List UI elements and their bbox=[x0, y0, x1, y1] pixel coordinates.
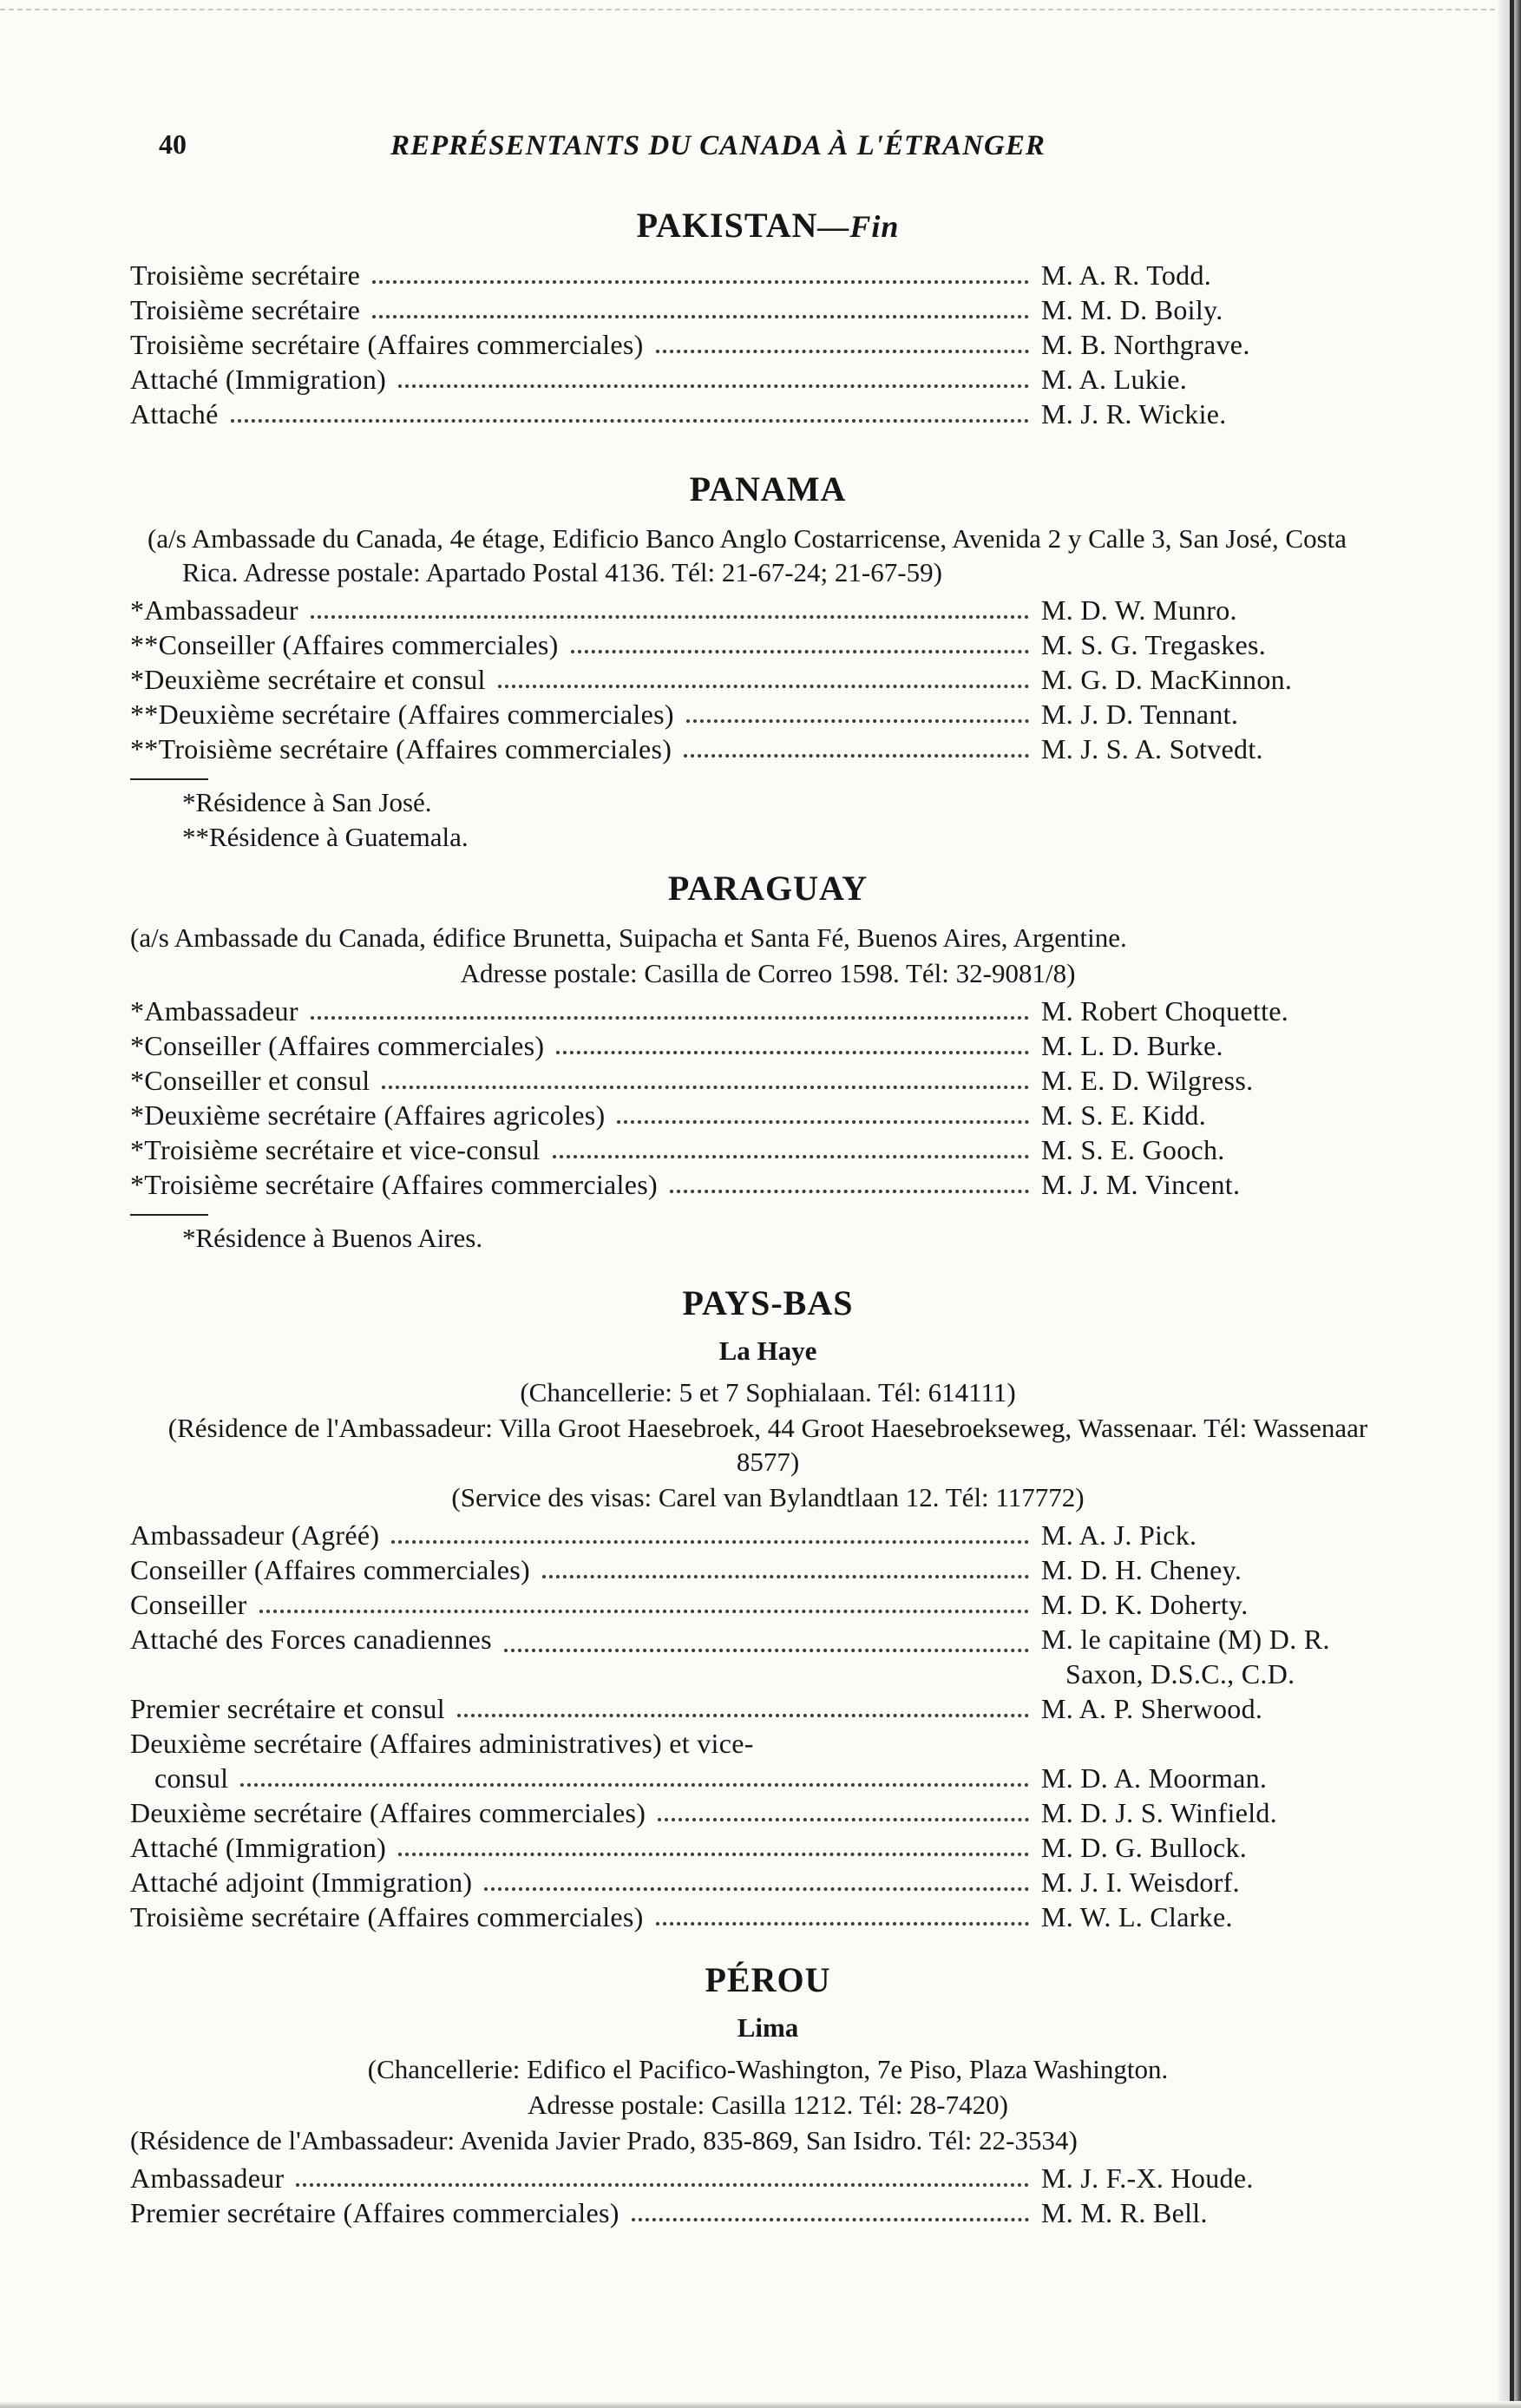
staff-name: M. D. W. Munro. bbox=[1041, 594, 1237, 626]
staff-row bbox=[130, 593, 1406, 627]
staff-name: M. A. J. Pick. bbox=[1041, 1519, 1197, 1551]
staff-name: M. W. L. Clarke. bbox=[1041, 1901, 1233, 1932]
staff-title: Premier secrétaire et consul bbox=[130, 1693, 445, 1724]
staff-name-line2: Saxon, D.S.C., C.D. bbox=[1065, 1658, 1295, 1690]
staff-name: M. D. K. Doherty. bbox=[1041, 1589, 1249, 1620]
staff-name: M. D. J. S. Winfield. bbox=[1041, 1797, 1277, 1828]
staff-name: M. E. D. Wilgress. bbox=[1041, 1065, 1254, 1096]
staff-title: Deuxième secrétaire (Affaires commerciales) bbox=[130, 1797, 646, 1828]
staff-row bbox=[130, 1726, 1406, 1795]
leader-dots bbox=[398, 1852, 1029, 1856]
section-panama bbox=[130, 469, 1406, 855]
leader-dots bbox=[632, 2217, 1029, 2221]
staff-name: M. D. G. Bullock. bbox=[1041, 1832, 1248, 1863]
staff-title: Premier secrétaire (Affaires commerciales) bbox=[130, 2197, 620, 2228]
paraguay-address-line2: Adresse postale: Casilla de Correo 1598. Tél: 32-9081/8) bbox=[460, 958, 1076, 988]
leader-dots bbox=[504, 1648, 1029, 1652]
footnote: *Résidence à San José. bbox=[182, 787, 432, 817]
staff-title-line2: consul bbox=[154, 1762, 229, 1794]
staff-title: Attaché adjoint (Immigration) bbox=[130, 1867, 473, 1898]
staff-name: M. J. I. Weisdorf. bbox=[1041, 1867, 1240, 1898]
leader-dots bbox=[556, 1050, 1029, 1054]
city-lima: Lima bbox=[737, 2012, 799, 2043]
city-la-haye: La Haye bbox=[718, 1335, 817, 1366]
staff-name: M. J. D. Tennant. bbox=[1041, 699, 1239, 730]
leader-dots bbox=[571, 649, 1029, 653]
leader-dots bbox=[658, 1817, 1029, 1821]
staff-row bbox=[130, 1691, 1406, 1726]
staff-row bbox=[130, 292, 1406, 327]
leader-dots bbox=[684, 753, 1029, 758]
staff-title: *Troisième secrétaire (Affaires commerciales) bbox=[130, 1169, 658, 1200]
pakistan-title-suffix: —Fin bbox=[817, 209, 900, 244]
staff-title: **Troisième secrétaire (Affaires commerciales) bbox=[130, 733, 672, 764]
staff-title: **Deuxième secrétaire (Affaires commerciales) bbox=[130, 699, 674, 730]
running-head: REPRÉSENTANTS DU CANADA À L'ÉTRANGER bbox=[390, 130, 1046, 161]
staff-title: Attaché (Immigration) bbox=[130, 1832, 387, 1863]
staff-title: *Troisième secrétaire et vice-consul bbox=[130, 1134, 541, 1165]
staff-title: *Deuxième secrétaire (Affaires agricoles) bbox=[130, 1099, 606, 1131]
pakistan-title-text: PAKISTAN bbox=[636, 206, 818, 245]
perou-chancellerie-line1: (Chancellerie: Edifico el Pacifico-Washington, 7e Piso, Plaza Washington. bbox=[367, 2054, 1169, 2084]
section-title-pays-bas: PAYS-BAS bbox=[682, 1283, 854, 1322]
section-title-pakistan bbox=[130, 205, 1406, 246]
leader-dots bbox=[382, 1085, 1029, 1089]
staff-row bbox=[130, 1830, 1406, 1865]
staff-title: Ambassadeur bbox=[130, 2162, 285, 2194]
leader-dots bbox=[656, 1921, 1029, 1926]
staff-row bbox=[130, 397, 1406, 431]
leader-dots bbox=[240, 1782, 1029, 1787]
leader-dots bbox=[542, 1574, 1029, 1578]
leader-dots bbox=[398, 384, 1029, 388]
staff-title: Attaché des Forces canadiennes bbox=[130, 1624, 492, 1655]
staff-row bbox=[130, 994, 1406, 1028]
staff-title: **Conseiller (Affaires commerciales) bbox=[130, 629, 559, 660]
staff-name: M. M. D. Boily. bbox=[1041, 294, 1223, 325]
staff-name: M. Robert Choquette. bbox=[1041, 995, 1289, 1027]
footnote: **Résidence à Guatemala. bbox=[182, 822, 469, 852]
leader-dots bbox=[553, 1154, 1029, 1158]
staff-name: M. B. Northgrave. bbox=[1041, 329, 1250, 360]
staff-name: M. S. E. Kidd. bbox=[1041, 1099, 1206, 1131]
perou-residence: (Résidence de l'Ambassadeur: Avenida Javier Prado, 835-869, San Isidro. Tél: 22-3534) bbox=[130, 2125, 1078, 2155]
staff-name: M. G. D. MacKinnon. bbox=[1041, 664, 1293, 695]
section-pays-bas bbox=[130, 1283, 1406, 1934]
staff-row bbox=[130, 258, 1406, 292]
staff-name: M. A. R. Todd. bbox=[1041, 259, 1212, 291]
staff-row bbox=[130, 697, 1406, 732]
staff-title: Ambassadeur (Agréé) bbox=[130, 1519, 380, 1551]
staff-title: Troisième secrétaire (Affaires commerciales) bbox=[130, 1901, 644, 1932]
staff-row bbox=[130, 1552, 1406, 1587]
pays-bas-staff-list bbox=[130, 1518, 1406, 1934]
staff-row bbox=[130, 2161, 1406, 2195]
staff-name-line1: M. le capitaine (M) D. R. bbox=[1041, 1624, 1330, 1655]
leader-dots bbox=[372, 279, 1029, 284]
paraguay-address-line1: (a/s Ambassade du Canada, édifice Brunetta, Suipacha et Santa Fé, Buenos Aires, Argentine. bbox=[130, 922, 1127, 953]
staff-row bbox=[130, 1899, 1406, 1934]
page-number: 40 bbox=[159, 128, 187, 160]
staff-row bbox=[130, 1167, 1406, 1202]
leader-dots bbox=[617, 1119, 1029, 1124]
section-pakistan bbox=[130, 205, 1406, 431]
staff-title: Troisième secrétaire (Affaires commerciales) bbox=[130, 329, 644, 360]
staff-row bbox=[130, 1795, 1406, 1830]
staff-title: *Ambassadeur bbox=[130, 995, 298, 1027]
perou-staff-list bbox=[130, 2161, 1406, 2230]
staff-row bbox=[130, 1028, 1406, 1063]
leader-dots bbox=[391, 1539, 1029, 1544]
staff-name: M. S. G. Tregaskes. bbox=[1041, 629, 1267, 660]
staff-name: M. J. S. A. Sotvedt. bbox=[1041, 733, 1263, 764]
section-title-paraguay: PARAGUAY bbox=[667, 869, 869, 908]
leader-dots bbox=[311, 1015, 1029, 1020]
leader-dots bbox=[484, 1886, 1029, 1891]
leader-dots bbox=[656, 349, 1029, 353]
staff-row bbox=[130, 327, 1406, 362]
staff-row bbox=[130, 1098, 1406, 1132]
staff-row bbox=[130, 732, 1406, 766]
footnote: *Résidence à Buenos Aires. bbox=[182, 1223, 483, 1253]
staff-row bbox=[130, 362, 1406, 397]
staff-title-line2-wrap bbox=[130, 1761, 1041, 1795]
leader-dots bbox=[231, 418, 1029, 423]
staff-row bbox=[130, 1063, 1406, 1098]
staff-row bbox=[130, 2195, 1406, 2230]
pays-bas-visas: (Service des visas: Carel van Bylandtlaan 12. Tél: 117772) bbox=[451, 1482, 1085, 1512]
staff-row bbox=[130, 1865, 1406, 1899]
staff-row bbox=[130, 1132, 1406, 1167]
staff-name: M. J. F.-X. Houde. bbox=[1041, 2162, 1254, 2194]
staff-name: M. S. E. Gooch. bbox=[1041, 1134, 1225, 1165]
leader-dots bbox=[457, 1713, 1029, 1717]
leader-dots bbox=[498, 684, 1029, 688]
footnote-rule bbox=[130, 1214, 208, 1216]
staff-row bbox=[130, 662, 1406, 697]
section-title-perou: PÉROU bbox=[705, 1960, 831, 1999]
staff-title: Attaché (Immigration) bbox=[130, 364, 387, 395]
panama-notes bbox=[130, 785, 1406, 855]
staff-row bbox=[130, 627, 1406, 662]
paraguay-staff-list bbox=[130, 994, 1406, 1202]
leader-dots bbox=[686, 718, 1029, 723]
staff-title: Attaché bbox=[130, 398, 219, 430]
staff-name: M. M. R. Bell. bbox=[1041, 2197, 1208, 2228]
section-title-panama: PANAMA bbox=[689, 469, 847, 509]
staff-title: Troisième secrétaire bbox=[130, 259, 361, 291]
staff-title: *Conseiller (Affaires commerciales) bbox=[130, 1030, 545, 1061]
section-perou bbox=[130, 1959, 1406, 2230]
staff-row bbox=[130, 1587, 1406, 1622]
staff-title-block bbox=[130, 1726, 1041, 1795]
staff-name: M. L. D. Burke. bbox=[1041, 1030, 1223, 1061]
staff-name bbox=[1041, 1622, 1406, 1691]
panama-address: (a/s Ambassade du Canada, 4e étage, Edificio Banco Anglo Costarricense, Avenida 2 y Calle 3, San José, Costa Rica. Adresse postale: Apartado Postal 4136. Tél: 21-67-24; 21-67-59) bbox=[148, 523, 1347, 587]
leader-dots bbox=[372, 314, 1029, 318]
staff-name: M. D. A. Moorman. bbox=[1041, 1762, 1268, 1794]
staff-title: *Ambassadeur bbox=[130, 594, 298, 626]
staff-title: *Deuxième secrétaire et consul bbox=[130, 664, 486, 695]
leader-dots bbox=[296, 2182, 1029, 2187]
pakistan-staff-list bbox=[130, 258, 1406, 431]
page-header bbox=[0, 128, 1521, 180]
pays-bas-chancellerie: (Chancellerie: 5 et 7 Sophialaan. Tél: 614111) bbox=[520, 1377, 1016, 1407]
staff-row bbox=[130, 1622, 1406, 1691]
footnote-rule bbox=[130, 778, 208, 780]
staff-title: Deuxième secrétaire (Affaires administratives) et vice- bbox=[130, 1728, 754, 1759]
staff-name: M. J. M. Vincent. bbox=[1041, 1169, 1241, 1200]
staff-title: Troisième secrétaire bbox=[130, 294, 361, 325]
staff-row bbox=[130, 1518, 1406, 1552]
leader-dots bbox=[259, 1609, 1029, 1613]
staff-name: M. J. R. Wickie. bbox=[1041, 398, 1227, 430]
staff-title: Conseiller bbox=[130, 1589, 247, 1620]
staff-title: Conseiller (Affaires commerciales) bbox=[130, 1554, 530, 1585]
perou-chancellerie-line2: Adresse postale: Casilla 1212. Tél: 28-7420) bbox=[528, 2090, 1008, 2120]
pays-bas-residence: (Résidence de l'Ambassadeur: Villa Groot Haesebroek, 44 Groot Haesebroekseweg, Wassenaar. Tél: Wassenaar 8577) bbox=[167, 1413, 1368, 1477]
staff-name: M. A. Lukie. bbox=[1041, 364, 1188, 395]
leader-dots bbox=[311, 614, 1029, 619]
panama-staff-list bbox=[130, 593, 1406, 766]
leader-dots bbox=[670, 1189, 1029, 1193]
paraguay-notes bbox=[130, 1221, 1406, 1256]
staff-name: M. D. H. Cheney. bbox=[1041, 1554, 1242, 1585]
staff-title: *Conseiller et consul bbox=[130, 1065, 370, 1096]
staff-name: M. A. P. Sherwood. bbox=[1041, 1693, 1263, 1724]
section-paraguay bbox=[130, 868, 1406, 1256]
